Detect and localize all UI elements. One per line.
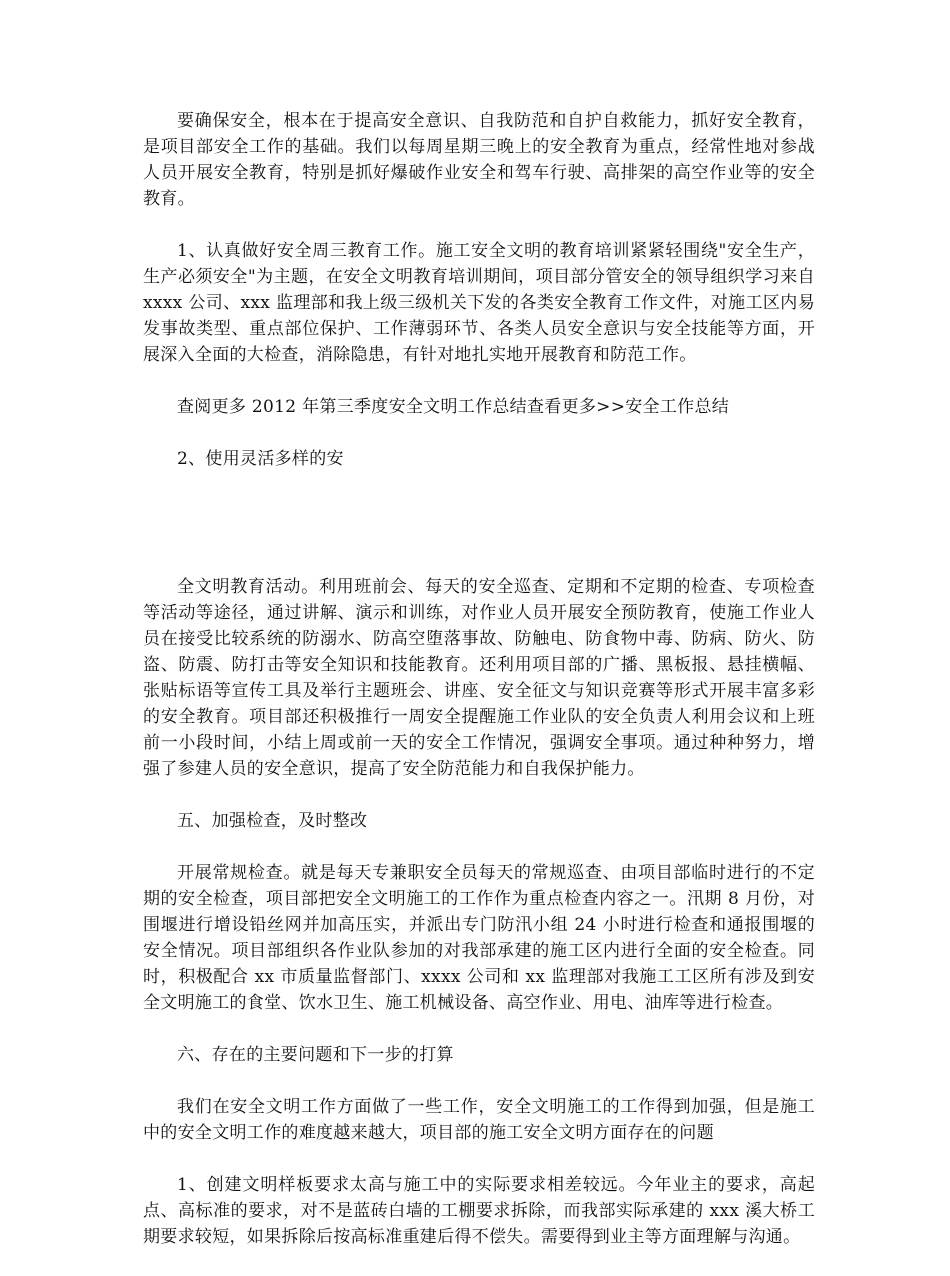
- paragraph-wednesday-education: 1、认真做好安全周三教育工作。施工安全文明的教育培训紧紧轻围绕"安全生产，生产必须安全"为主题，在安全文明教育培训期间，项目部分管安全的领导组织学习来自 xxxx 公司、xxx 监理部和我上级三级机关下发的各类安全教育工作文件，对施工区内易发事故类型、重点部位保护、工作薄弱环节、各类人员安全意识与安全技能等方面，开展深入全面的大检查，消除隐患，有针对地扎实地开展教育和防范工作。: [143, 241, 815, 365]
- section-item-2-heading: 2、使用灵活多样的安: [177, 449, 344, 469]
- paragraph-existing-problems: 我们在安全文明工作方面做了一些工作，安全文明施工的工作得到加强，但是施工中的安全文明工作的难度越来越大，项目部的施工安全文明方面存在的问题: [143, 1097, 815, 1143]
- section-6-heading: 六、存在的主要问题和下一步的打算: [177, 1045, 454, 1065]
- paragraph-model-requirements: 1、创建文明样板要求太高与施工中的实际要求相差较远。今年业主的要求，高起点、高标准的要求，对不是蓝砖白墙的工棚要求拆除，而我部实际承建的 xxx 溪大桥工期要求较短，如果拆除后按高标准重建后得不偿失。需要得到业主等方面理解与沟通。: [143, 1175, 815, 1247]
- related-articles-link[interactable]: 查阅更多 2012 年第三季度安全文明工作总结查看更多>>安全工作总结: [177, 397, 730, 417]
- section-5-heading: 五、加强检查，及时整改: [177, 811, 368, 831]
- paragraph-education-activities: 全文明教育活动。利用班前会、每天的安全巡查、定期和不定期的检查、专项检查等活动等途径，通过讲解、演示和训练，对作业人员开展安全预防教育，使施工作业人员在接受比较系统的防溺水、防高空堕落事故、防触电、防食物中毒、防病、防火、防盗、防震、防打击等安全知识和技能教育。还利用项目部的广播、黑板报、悬挂横幅、张贴标语等宣传工具及举行主题班会、讲座、安全征文与知识竞赛等形式开展丰富多彩的安全教育。项目部还积极推行一周安全提醒施工作业队的安全负责人利用会议和上班前一小段时间，小结上周或前一天的安全工作情况，强调安全事项。通过种种努力，增强了参建人员的安全意识，提高了安全防范能力和自我保护能力。: [143, 577, 815, 779]
- page-gap: [143, 498, 815, 574]
- paragraph-safety-education-intro: 要确保安全，根本在于提高安全意识、自我防范和自护自救能力，抓好安全教育，是项目部安全工作的基础。我们以每周星期三晚上的安全教育为重点，经常性地对参战人员开展安全教育，特别是抓好爆破作业安全和驾车行驶、高排架的高空作业等的安全教育。: [143, 111, 815, 209]
- paragraph-routine-inspection: 开展常规检查。就是每天专兼职安全员每天的常规巡查、由项目部临时进行的不定期的安全检查，项目部把安全文明施工的工作作为重点检查内容之一。汛期 8 月份，对围堰进行增设铅丝网并加高压实，并派出专门防汛小组 24 小时进行检查和通报围堰的安全情况。项目部组织各作业队参加的对我部承建的施工区内进行全面的安全检查。同时，积极配合 xx 市质量监督部门、xxxx 公司和 xx 监理部对我施工工区所有涉及到安全文明施工的食堂、饮水卫生、施工机械设备、高空作业、用电、油库等进行检查。: [143, 863, 815, 1013]
- document-page: [143, 108, 815, 1276]
